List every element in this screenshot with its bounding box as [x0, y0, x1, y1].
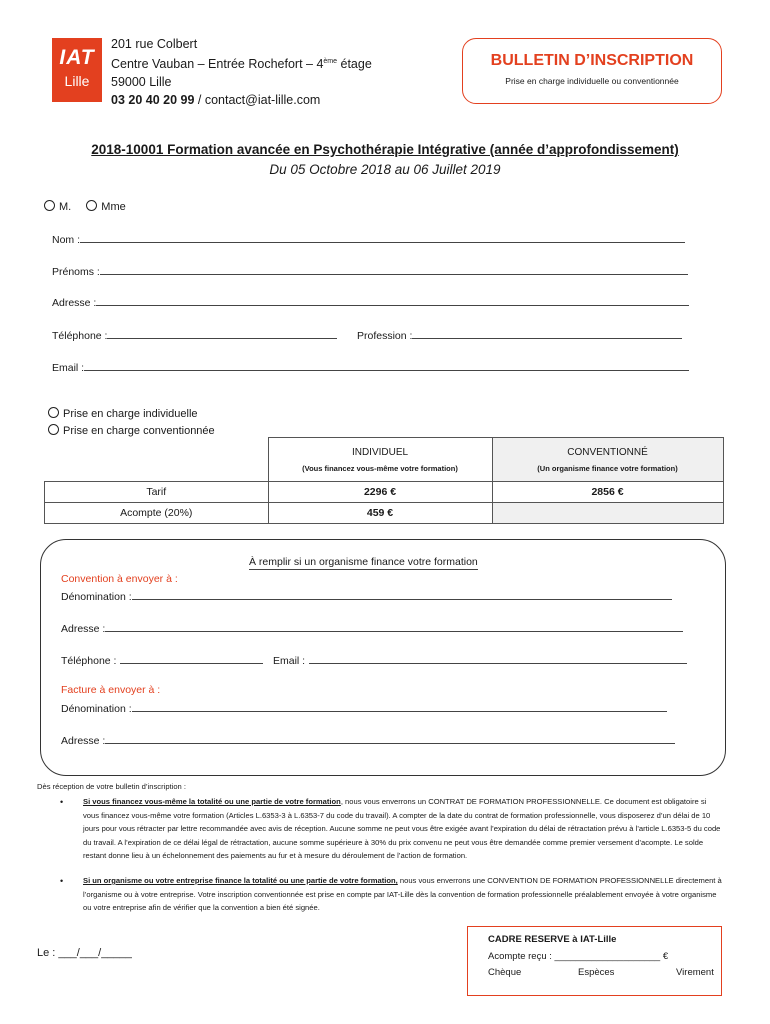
header-conventionne: CONVENTIONNÉ (Un organisme finance votre formation)	[492, 438, 723, 482]
notes-bullet-individuel: Si vous financez vous-même la totalité ou une partie de votre formation, nous vous enverrons un CONTRAT DE FORMATION PROFESSIONNELLE. Ce document est obligatoire si vous financez vous-même votre formation (Articles L.6353-3 à L.6353-7 du code du travail). A compter de la date du contrat de formation professionnelle, vous disposerez d’un délai de 10 jours pour vous rétracter par lettre recommandée avec avis de réception. Aucune somme ne peut vous être exigée avant l’expiration du délai de rétractation prévu à l’article L.6353-5 du code du travail. A l’expiration de ce délai légal de rétractation, aucune somme supérieure à 30% du prix convenu ne peut vous être demandée comme premier versement d’acompte. Le solde restant donne lieu à un échelonnement des paiements au fur et à mesure du déroulement de l’action de formation.	[83, 797, 721, 860]
course-dates: Du 05 Octobre 2018 au 06 Juillet 2019	[269, 162, 501, 177]
convention-email-field[interactable]: Email :	[273, 653, 687, 667]
facture-denomination-field[interactable]: Dénomination :	[61, 701, 667, 715]
nom-field[interactable]: Nom :	[52, 232, 685, 246]
header-individuel: INDIVIDUEL (Vous financez vous-même votre formation)	[268, 438, 492, 482]
bullet-icon: •	[60, 876, 64, 886]
convention-telephone-field[interactable]: Téléphone :	[61, 653, 263, 667]
date-field[interactable]: Le : ___/___/_____	[37, 947, 132, 959]
cadre-especes: Espèces	[578, 967, 615, 978]
civility-group	[44, 200, 126, 213]
cadre-virement: Virement	[676, 967, 714, 978]
telephone-field[interactable]: Téléphone :	[52, 328, 337, 342]
address-city: 59000 Lille	[111, 75, 172, 90]
cadre-title: CADRE RESERVE à IAT-Lille	[488, 934, 617, 945]
organisme-box-title: À remplir si un organisme finance votre formation	[249, 556, 478, 568]
convention-denomination-field[interactable]: Dénomination :	[61, 589, 672, 603]
radio-circle-icon[interactable]	[44, 200, 55, 211]
logo-text-lille: Lille	[64, 73, 90, 89]
cadre-cheque: Chèque	[488, 967, 522, 978]
convention-adresse-field[interactable]: Adresse :	[61, 621, 683, 635]
option-conventionnee[interactable]: Prise en charge conventionnée	[48, 424, 215, 437]
address-building: Centre Vauban – Entrée Rochefort – 4ème étage	[111, 57, 372, 72]
acompte-individuel: 459 €	[268, 503, 492, 524]
course-title: 2018-10001 Formation avancée en Psychothérapie Intégrative (année d’approfondissement)	[91, 142, 679, 157]
email-field[interactable]: Email :	[52, 360, 689, 374]
facture-header: Facture à envoyer à :	[61, 684, 161, 696]
radio-madame[interactable]: Mme	[86, 201, 125, 213]
radio-circle-icon[interactable]	[86, 200, 97, 211]
facture-adresse-field[interactable]: Adresse :	[61, 733, 675, 747]
tarif-conventionne: 2856 €	[492, 482, 723, 503]
profession-field[interactable]: Profession :	[357, 328, 682, 342]
acompte-conventionne	[492, 503, 723, 524]
notes-bullet-conventionne: Si un organisme ou votre entreprise finance la totalité ou une partie de votre formation, nous vous enverrons une CONVENTION DE FORMATION PROFESSIONNELLE directement à l’organisme ou à votre entreprise. Votre inscription conventionnée est prise en compte par IAT-Lille dès la convention de formation professionnelle préalablement envoyée à votre organisme ou votre entreprise afin de vérifier que la convention a bien été signée.	[83, 876, 722, 912]
prenoms-field[interactable]: Prénoms :	[52, 264, 688, 278]
radio-monsieur[interactable]: M.	[44, 201, 71, 213]
iat-lille-logo	[52, 38, 102, 102]
bulletin-title-box	[462, 38, 722, 104]
bullet-icon: •	[60, 797, 64, 807]
address-street: 201 rue Colbert	[111, 37, 198, 51]
contact-email: contact@iat-lille.com	[204, 93, 321, 108]
cadre-acompte: Acompte reçu : ____________________ €	[488, 951, 669, 962]
contact-line: 03 20 40 20 99 / contact@iat-lille.com	[111, 93, 321, 108]
radio-circle-icon[interactable]	[48, 407, 59, 418]
notes-intro: Dès réception de votre bulletin d’inscription :	[37, 782, 187, 791]
table-empty-corner	[45, 438, 269, 482]
radio-circle-icon[interactable]	[48, 424, 59, 435]
tarif-label: Tarif	[45, 482, 269, 503]
option-individuelle[interactable]: Prise en charge individuelle	[48, 407, 198, 420]
acompte-label: Acompte (20%)	[45, 503, 269, 524]
logo-text-iat: IAT	[59, 46, 95, 69]
tarif-individuel: 2296 €	[268, 482, 492, 503]
bulletin-subtitle: Prise en charge individuelle ou conventionnée	[505, 76, 679, 86]
table-row	[45, 503, 724, 524]
convention-header: Convention à envoyer à :	[61, 573, 178, 585]
tarif-table	[44, 437, 724, 524]
address-block	[111, 35, 372, 109]
cadre-reserve-box	[467, 926, 722, 996]
bulletin-title: BULLETIN D’INSCRIPTION	[490, 52, 694, 69]
phone-number: 03 20 40 20 99	[111, 93, 195, 108]
table-row	[45, 482, 724, 503]
adresse-field[interactable]: Adresse :	[52, 295, 689, 309]
